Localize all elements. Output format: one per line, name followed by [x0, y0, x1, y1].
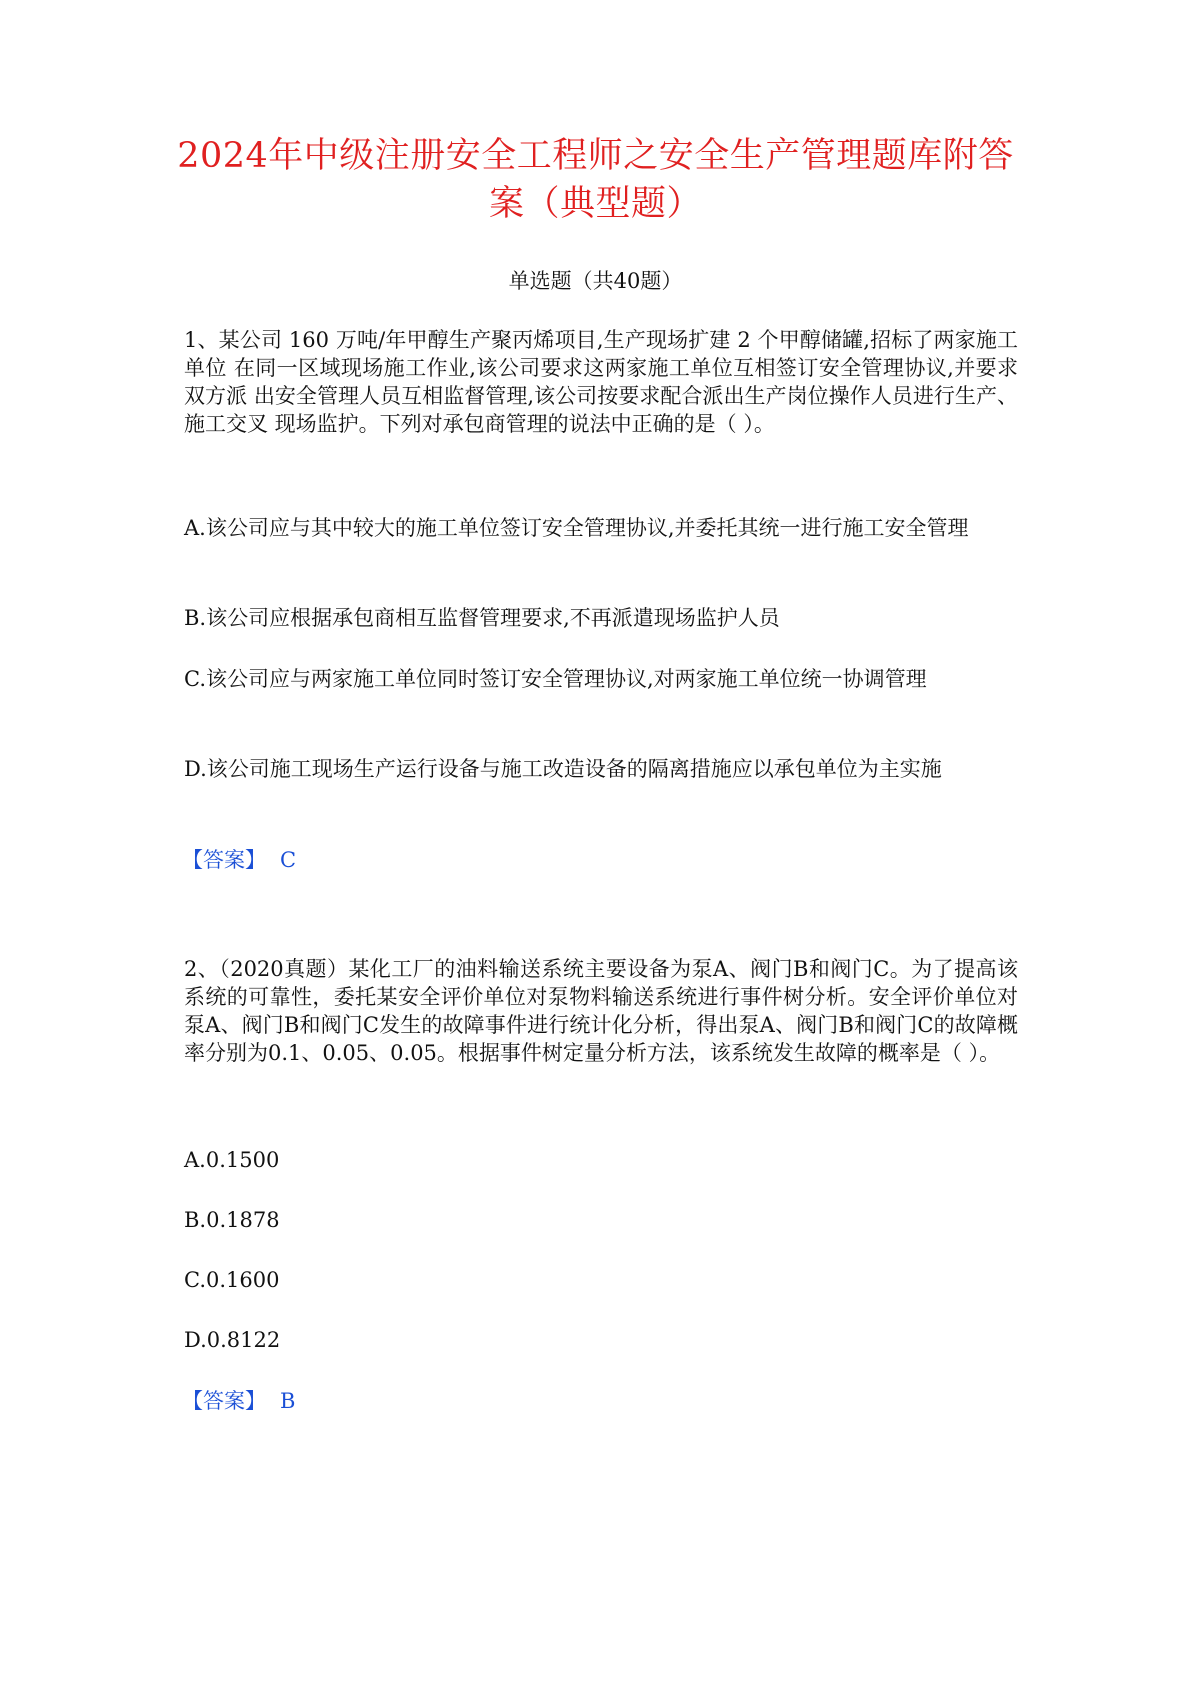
- question-1-option-b: B.该公司应根据承包商相互监督管理要求,不再派遣现场监护人员: [184, 606, 780, 630]
- question-1-option-a: A.该公司应与其中较大的施工单位签订安全管理协议,并委托其统一进行施工安全管理: [184, 516, 969, 540]
- question-1-option-c: C.该公司应与两家施工单位同时签订安全管理协议,对两家施工单位统一协调管理: [184, 667, 927, 691]
- question-2-option-b: B.0.1878: [184, 1208, 280, 1232]
- section-heading: 单选题（共40题）: [508, 269, 683, 293]
- question-2-stem: 2、（2020真题）某化工厂的油料输送系统主要设备为泵A、阀门B和阀门C。为了提高该系统的可靠性，委托某安全评价单位对泵物料输送系统进行事件树分析。安全评价单位对泵A、阀门B和阀门C发生的故障事件进行统计化分析，得出泵A、阀门B和阀门C的故障概率分别为0.1、0.05、0.05。根据事件树定量分析方法，该系统发生故障的概率是（ ）。: [184, 957, 1018, 1065]
- question-1-option-d: D.该公司施工现场生产运行设备与施工改造设备的隔离措施应以承包单位为主实施: [184, 757, 942, 781]
- question-2-option-d: D.0.8122: [184, 1328, 281, 1352]
- answer-label: 【答案】: [182, 1389, 266, 1413]
- question-2-answer: [182, 1386, 295, 1416]
- question-2-option-a: A.0.1500: [184, 1148, 280, 1172]
- question-1-answer: [182, 845, 296, 875]
- answer-value: C: [280, 848, 297, 872]
- question-2-option-c: C.0.1600: [184, 1268, 280, 1292]
- answer-label: 【答案】: [182, 848, 266, 872]
- document-title: 2024年中级注册安全工程师之安全生产管理题库附答案（典型题）: [177, 136, 1014, 224]
- answer-value: B: [280, 1389, 296, 1413]
- question-1-stem: 1、某公司 160 万吨/年甲醇生产聚丙烯项目,生产现场扩建 2 个甲醇储罐,招标了两家施工单位 在同一区域现场施工作业,该公司要求这两家施工单位互相签订安全管理协议,并要求双方派 出安全管理人员互相监督管理,该公司按要求配合派出生产岗位操作人员进行生产、施工交叉 现场监护。下列对承包商管理的说法中正确的是（ ）。: [184, 328, 1018, 436]
